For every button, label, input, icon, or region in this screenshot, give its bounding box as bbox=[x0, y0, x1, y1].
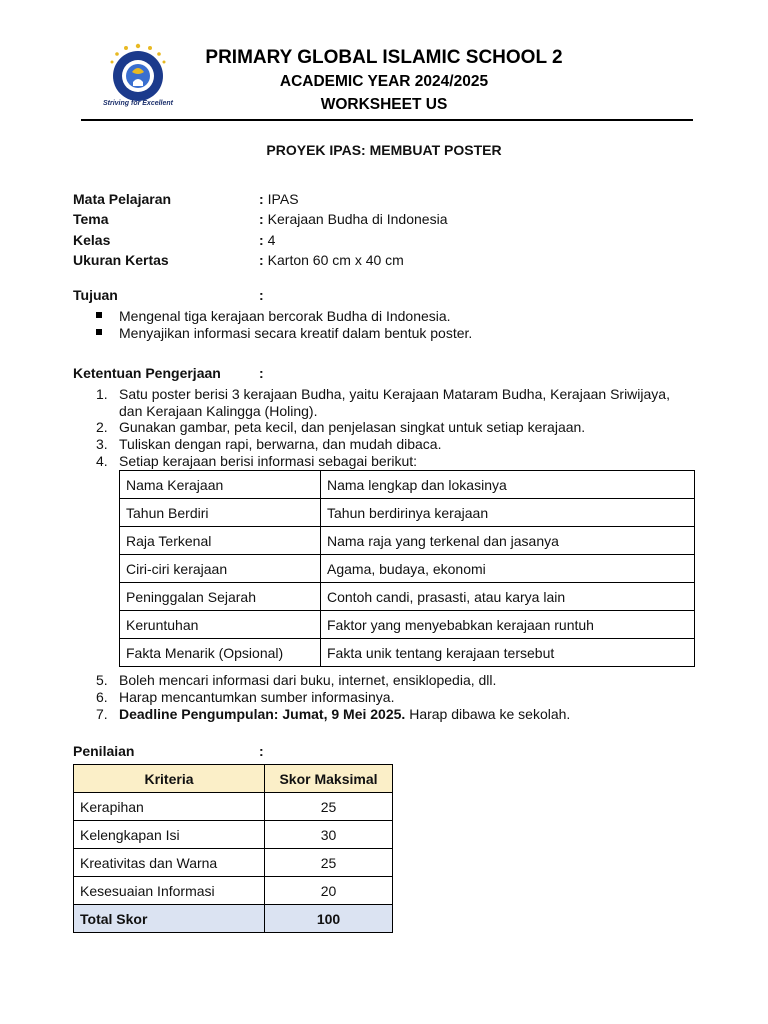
document-type: WORKSHEET US bbox=[320, 96, 448, 113]
meta-label: Tema bbox=[73, 211, 109, 227]
meta-label: Kelas bbox=[73, 232, 111, 248]
school-name: PRIMARY GLOBAL ISLAMIC SCHOOL 2 bbox=[205, 47, 563, 68]
table-row: Raja Terkenal Nama raja yang terkenal dan jasanya bbox=[120, 527, 695, 555]
table-row: Nama Kerajaan Nama lengkap dan lokasinya bbox=[120, 471, 695, 499]
table-row: Kreativitas dan Warna 25 bbox=[74, 849, 393, 877]
ketentuan-heading: Ketentuan Pengerjaan : bbox=[73, 365, 264, 381]
header-divider bbox=[81, 119, 693, 121]
meta-value: 4 bbox=[267, 232, 276, 248]
meta-value: Karton 60 cm x 40 cm bbox=[267, 252, 404, 268]
table-row: Ciri-ciri kerajaan Agama, budaya, ekonomi bbox=[120, 555, 695, 583]
table-row: Fakta Menarik (Opsional) Fakta unik tentang kerajaan tersebut bbox=[120, 639, 695, 667]
bullet-icon bbox=[96, 312, 102, 318]
table-row: Kelengkapan Isi 30 bbox=[74, 821, 393, 849]
table-row: Kesesuaian Informasi 20 bbox=[74, 877, 393, 905]
penilaian-heading: Penilaian : bbox=[73, 743, 264, 759]
total-row: Total Skor 100 bbox=[74, 905, 393, 933]
meta-value: IPAS bbox=[267, 191, 299, 207]
meta-value: Kerajaan Budha di Indonesia bbox=[267, 211, 448, 227]
academic-year: ACADEMIC YEAR 2024/2025 bbox=[279, 73, 489, 90]
table-row: Kerapihan 25 bbox=[74, 793, 393, 821]
logo-tagline: Striving for Excellent bbox=[102, 100, 174, 107]
tujuan-heading: Tujuan : bbox=[73, 287, 264, 303]
page-title: PROYEK IPAS: MEMBUAT POSTER bbox=[266, 142, 502, 158]
info-table bbox=[119, 470, 695, 667]
document-header bbox=[0, 40, 768, 120]
table-row: Tahun Berdiri Tahun berdirinya kerajaan bbox=[120, 499, 695, 527]
table-header-row: Kriteria Skor Maksimal bbox=[74, 765, 393, 793]
table-row: Peninggalan Sejarah Contoh candi, prasasti, atau karya lain bbox=[120, 583, 695, 611]
table-row: Keruntuhan Faktor yang menyebabkan kerajaan runtuh bbox=[120, 611, 695, 639]
score-table bbox=[73, 764, 393, 933]
meta-label: Mata Pelajaran bbox=[73, 191, 172, 207]
deadline-text: Deadline Pengumpulan: Jumat, 9 Mei 2025. bbox=[119, 706, 406, 722]
meta-label: Ukuran Kertas bbox=[73, 252, 169, 268]
bullet-icon bbox=[96, 329, 102, 335]
